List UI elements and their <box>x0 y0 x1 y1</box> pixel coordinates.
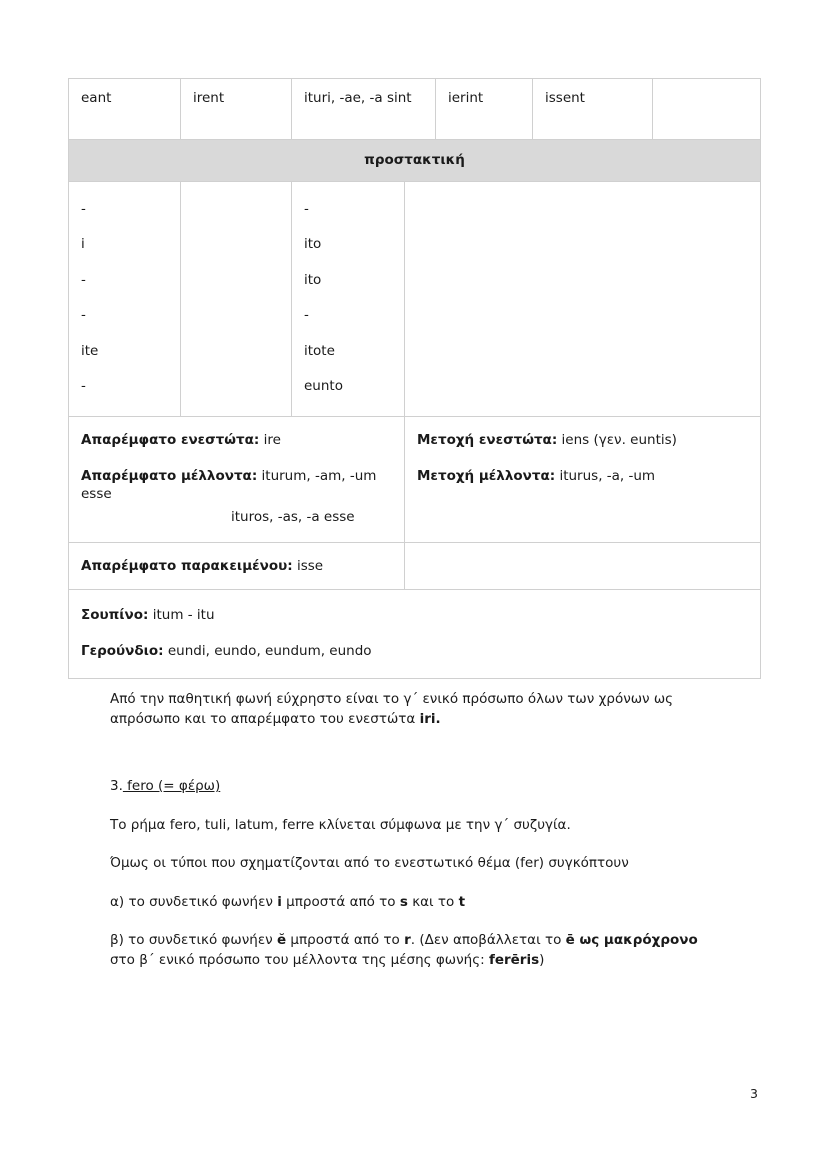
rule-b-mid3: στο β΄ ενικό πρόσωπο του μέλλοντα της μέσης φωνής: <box>110 951 489 968</box>
imperative-form <box>193 227 279 263</box>
spacer <box>110 912 705 931</box>
heading-number: 3. <box>110 778 123 795</box>
supine <box>81 606 748 624</box>
cell-perfect-infinitive <box>69 542 405 589</box>
cell-imperative-blank <box>405 181 761 416</box>
infinitive-future-value: iturum, -am, -um esse <box>81 468 377 503</box>
rule-b-end: ) <box>539 951 545 968</box>
imperative-form: - <box>81 378 86 395</box>
participle-present-value: iens (γεν. euntis) <box>561 431 677 448</box>
page-number: 3 <box>750 1086 758 1101</box>
cell-imperative-future <box>292 181 405 416</box>
spacer <box>110 729 705 777</box>
infinitive-future-value-plural: ituros, -as, -a esse <box>231 508 355 525</box>
table-row-perfect-infinitive <box>69 542 761 589</box>
infinitive-present <box>81 431 392 449</box>
table-row-imperative <box>69 181 761 416</box>
paragraph-rule-b <box>110 931 705 970</box>
passive-note-text: Από την παθητική φωνή εύχρηστο είναι το γ΄ ενικό πρόσωπο όλων των χρόνων ως απρόσωπο και το απαρέμφατο του ενεστώτα <box>110 691 674 727</box>
rule-a-cons2: t <box>458 893 466 910</box>
imperative-form: i <box>81 236 85 253</box>
perfect-infinitive-value: isse <box>296 557 324 574</box>
cell-supine-gerund <box>69 589 761 678</box>
rule-b-vowel: ĕ <box>276 932 287 949</box>
imperative-form: ito <box>304 271 322 288</box>
perfect-infinitive-label: Απαρέμφατο παρακειμένου: <box>81 557 293 574</box>
imperative-form: - <box>304 200 309 217</box>
cell-perfect-infinitive-blank <box>405 542 761 589</box>
table-row-section-header <box>69 140 761 182</box>
paragraph-fero-conjugation: Το ρήμα fero, tuli, latum, ferre κλίνεται σύμφωνα με την γ΄ συζυγία. <box>110 816 571 833</box>
cell-subjunctive-4: ierint <box>436 79 533 140</box>
supine-value: itum - itu <box>152 606 215 623</box>
rule-b-pre: β) το συνδετικό φωνήεν <box>110 932 277 949</box>
section-header-imperative: προστακτική <box>69 140 761 182</box>
infinitive-present-value: ire <box>263 431 281 448</box>
section-heading-fero <box>110 777 705 797</box>
cell-participles <box>405 416 761 542</box>
participle-future-value: iturus, -a, -um <box>559 468 656 485</box>
imperative-form: - <box>304 307 309 324</box>
table-row-supine-gerund <box>69 589 761 678</box>
cell-subjunctive-1: eant <box>69 79 181 140</box>
supine-label: Σουπίνο: <box>81 606 149 623</box>
infinitive-present-label: Απαρέμφατο ενεστώτα: <box>81 431 260 448</box>
imperative-form: ito <box>304 236 322 253</box>
participle-future-label: Μετοχή μέλλοντα: <box>417 468 556 485</box>
table-row-subjunctive <box>69 79 761 140</box>
gerund-label: Γερούνδιο: <box>81 643 164 660</box>
spacer <box>110 874 705 893</box>
cell-imperative-empty <box>181 181 292 416</box>
imperative-form: ite <box>81 342 99 359</box>
participle-present-label: Μετοχή ενεστώτα: <box>417 431 558 448</box>
participle-future <box>417 467 748 485</box>
heading-label: fero (= φέρω) <box>122 778 221 795</box>
table-row-infinitive-participle <box>69 416 761 542</box>
paragraph-rule-a <box>110 893 705 913</box>
cell-subjunctive-5: issent <box>533 79 653 140</box>
verb-conjugation-table <box>68 78 761 679</box>
participle-present <box>417 431 748 449</box>
imperative-form: itote <box>304 342 335 359</box>
gerund-value: eundi, eundo, eundum, eundo <box>167 643 372 660</box>
cell-subjunctive-3: ituri, -ae, -a sint <box>292 79 436 140</box>
rule-b-cons: r <box>404 932 411 949</box>
rule-b-mid: μπροστά από το <box>286 932 405 949</box>
paragraph-passive-note <box>110 690 705 729</box>
imperative-form <box>193 263 279 299</box>
infinitive-future <box>81 467 392 503</box>
rule-b-long-vowel: ē ως μακρόχρονο <box>565 932 698 949</box>
imperative-form <box>193 298 279 334</box>
passive-note-emphasis: iri. <box>419 710 441 727</box>
spacer <box>110 835 705 854</box>
infinitive-future-label: Απαρέμφατο μέλλοντα: <box>81 468 258 485</box>
rule-a-pre: α) το συνδετικό φωνήεν <box>110 893 278 910</box>
rule-a-cons1: s <box>399 893 408 910</box>
spacer <box>110 797 705 816</box>
cell-subjunctive-6 <box>653 79 761 140</box>
rule-b-example: ferēris <box>488 951 540 968</box>
imperative-form: - <box>81 200 86 217</box>
cell-subjunctive-2: irent <box>181 79 292 140</box>
imperative-form <box>193 192 279 228</box>
imperative-form <box>193 369 279 405</box>
gerund <box>81 642 748 660</box>
imperative-form <box>193 334 279 370</box>
imperative-form: - <box>81 271 86 288</box>
rule-a-mid: μπροστά από το <box>281 893 400 910</box>
rule-a-mid2: και το <box>407 893 459 910</box>
cell-imperative-active <box>69 181 181 416</box>
imperative-form: eunto <box>304 378 343 395</box>
perfect-infinitive <box>81 557 392 575</box>
rule-a-vowel: i <box>277 893 282 910</box>
paragraph-syncope-intro: Όμως οι τύποι που σχηματίζονται από το ενεστωτικό θέμα (fer) συγκόπτουν <box>110 855 629 872</box>
cell-infinitives <box>69 416 405 542</box>
rule-b-mid2: . (Δεν αποβάλλεται το <box>410 932 566 949</box>
imperative-form: - <box>81 307 86 324</box>
body-text-block <box>110 690 705 971</box>
